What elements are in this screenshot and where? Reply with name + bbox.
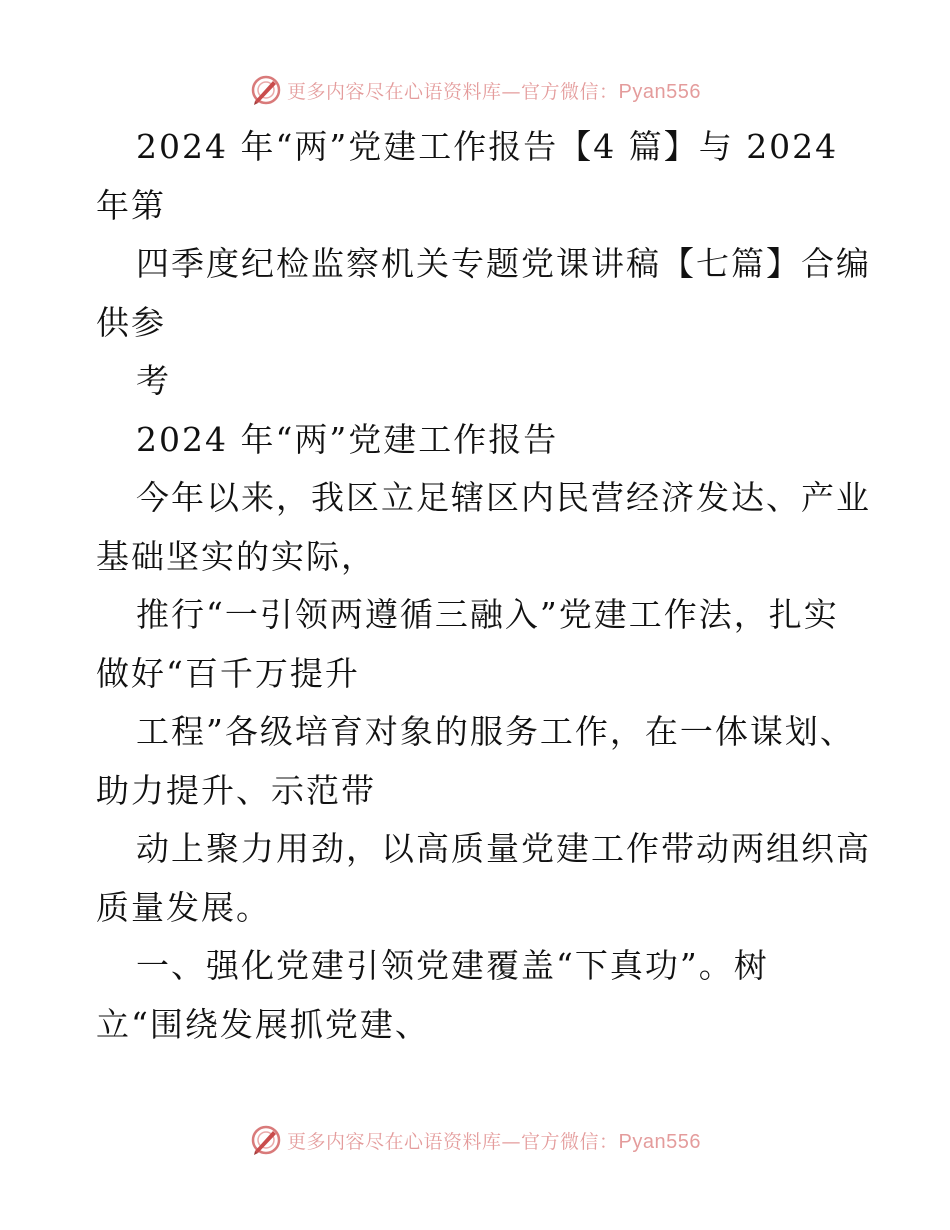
text-line: 四季度纪检监察机关专题党课讲稿【七篇】合编 (136, 244, 871, 283)
pen-logo-icon (249, 1123, 283, 1157)
text-line: 供参 (96, 302, 166, 342)
text-line: 质量发展。 (96, 887, 271, 927)
text-line: 考 (136, 361, 171, 400)
text-line: 动上聚力用劲，以高质量党建工作带动两组织高 (136, 829, 871, 868)
header-watermark (0, 70, 950, 110)
text-line: 一、强化党建引领党建覆盖“下真功”。树 (136, 946, 769, 985)
pen-logo-icon (249, 73, 283, 107)
text-line: 做好“百千万提升 (96, 653, 360, 693)
text-line: 2024 年“两”党建工作报告【4 篇】与 2024 (136, 127, 839, 166)
text-line: 2024 年“两”党建工作报告 (136, 419, 559, 459)
text-line: 年第 (96, 185, 166, 225)
text-line: 助力提升、示范带 (96, 770, 376, 810)
watermark-text: 更多内容尽在心语资料库—官方微信：Pyan556 (287, 80, 701, 103)
footer-watermark (0, 1120, 950, 1160)
text-line: 今年以来，我区立足辖区内民营经济发达、产业 (136, 478, 871, 517)
text-line: 工程”各级培育对象的服务工作，在一体谋划、 (136, 712, 855, 751)
document-body (96, 118, 871, 1054)
watermark-text: 更多内容尽在心语资料库—官方微信：Pyan556 (287, 1130, 701, 1153)
text-line: 推行“一引领两遵循三融入”党建工作法，扎实 (136, 595, 839, 634)
text-line: 基础坚实的实际， (96, 536, 376, 576)
text-line: 立“围绕发展抓党建、 (96, 1004, 430, 1044)
